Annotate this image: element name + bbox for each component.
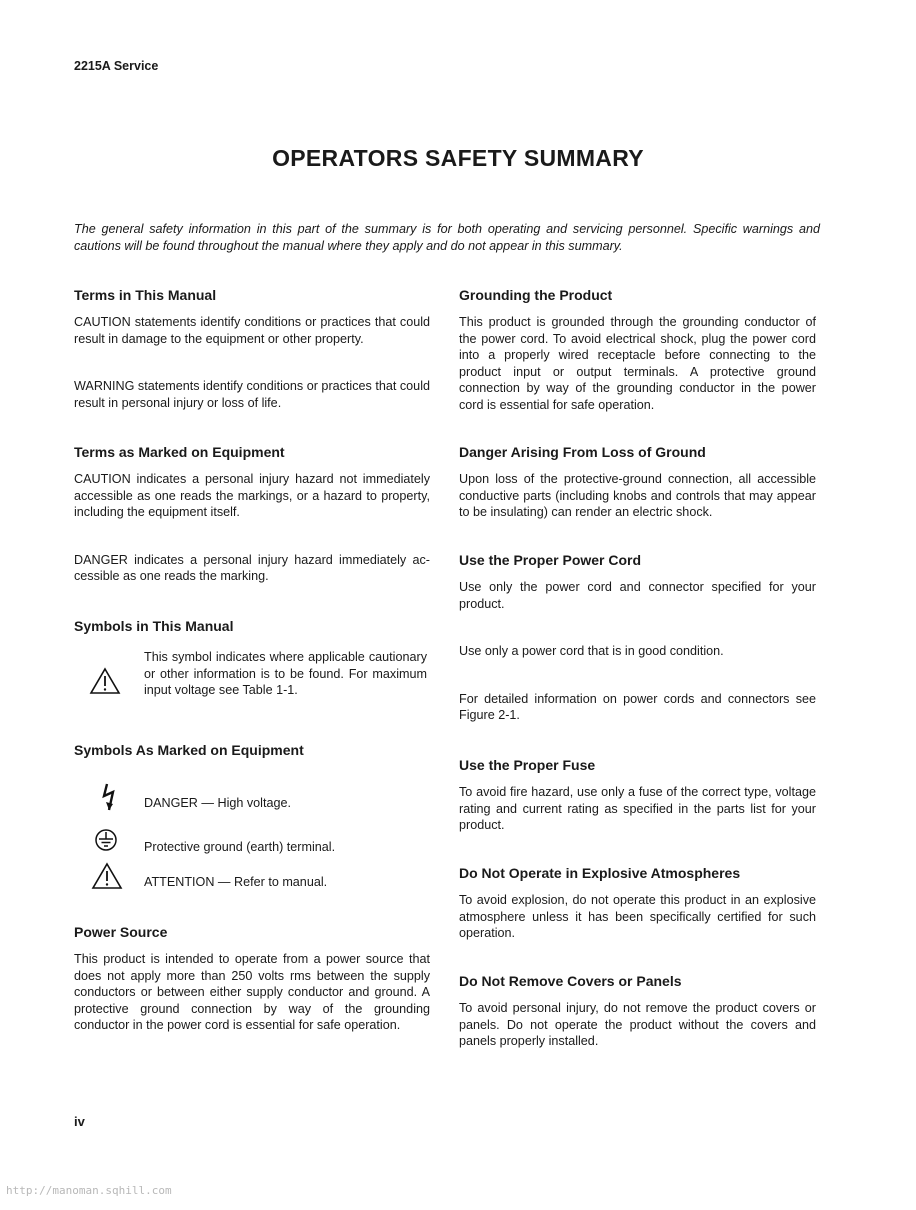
section-body: Upon loss of the protective-ground connection, all accessible conductive parts (including knobs and controls that may appear to be insulating) can render an electric shock. bbox=[459, 472, 816, 519]
section-fuse bbox=[459, 755, 816, 834]
attention-triangle-icon bbox=[91, 862, 123, 895]
page-number: iv bbox=[74, 1114, 85, 1129]
caution-triangle-icon bbox=[89, 667, 121, 700]
section-body: To avoid fire hazard, use only a fuse of the correct type, voltage rating and current rating as specified in the parts list for your product. bbox=[459, 785, 816, 832]
symbol-label: ATTENTION — Refer to manual. bbox=[144, 875, 328, 889]
section-heading: Grounding the Product bbox=[459, 287, 613, 303]
section-heading: Power Source bbox=[74, 924, 168, 940]
symbol-label: Protective ground (earth) terminal. bbox=[144, 840, 336, 854]
symbol-row-attention bbox=[74, 862, 430, 894]
protective-ground-icon bbox=[94, 828, 118, 857]
section-body: To avoid personal injury, do not remove the product covers or panels. Do not operate the product without the covers and panels properly installed. bbox=[459, 1001, 816, 1048]
warning-statement: WARNING statements identify conditions or practices that could result in personal injury or loss of life. bbox=[74, 379, 430, 410]
section-power-cord bbox=[459, 550, 816, 724]
watermark: http://manoman.sqhill.com bbox=[6, 1184, 172, 1197]
caution-statement: CAUTION statements identify conditions or practices that could result in damage to the equipment or other property. bbox=[74, 315, 430, 346]
section-body: For detailed information on power cords and connectors see Figure 2-1. bbox=[459, 691, 816, 722]
section-heading: Do Not Operate in Explosive Atmospheres bbox=[459, 865, 741, 881]
section-grounding bbox=[459, 285, 816, 413]
high-voltage-icon bbox=[100, 782, 120, 817]
section-body: Use only a power cord that is in good condition. bbox=[459, 644, 724, 658]
section-heading: Symbols As Marked on Equipment bbox=[74, 742, 304, 758]
section-body: This product is grounded through the grounding conductor of the power cord. To avoid electrical shock, plug the power cord into a properly wired receptacle before connecting to the product input or output terminals. A protective ground connection by way of the grounding conductor in the power cord is essential for safe operation. bbox=[459, 315, 816, 412]
section-covers bbox=[459, 971, 816, 1050]
symbol-row bbox=[74, 649, 430, 701]
symbol-label: DANGER — High voltage. bbox=[144, 796, 291, 810]
intro-paragraph: The general safety information in this part of the summary is for both operating and servicing personnel. Specific warnings and cautions will be found throughout the manual where they apply and do not appear in this summary. bbox=[74, 222, 820, 253]
section-loss-of-ground bbox=[459, 442, 816, 521]
symbol-description: This symbol indicates where applicable cautionary or other information is to be found. For maximum input voltage see Table 1-1. bbox=[144, 650, 427, 697]
section-heading: Use the Proper Fuse bbox=[459, 757, 596, 773]
running-head: 2215A Service bbox=[74, 59, 159, 73]
symbol-row-high-voltage bbox=[74, 778, 430, 818]
section-symbols-manual bbox=[74, 616, 430, 701]
section-heading: Do Not Remove Covers or Panels bbox=[459, 973, 682, 989]
danger-statement: DANGER indicates a personal injury hazard immediately accessible as one reads the marking. bbox=[74, 552, 430, 583]
caution-statement: CAUTION indicates a personal injury hazard not immediately accessible as one reads the markings, or a hazard to property, including the equipment itself. bbox=[74, 472, 430, 519]
section-power-source bbox=[74, 922, 430, 1034]
section-heading: Use the Proper Power Cord bbox=[459, 552, 642, 568]
section-body: Use only the power cord and connector specified for your product. bbox=[459, 580, 816, 611]
page-title: OPERATORS SAFETY SUMMARY bbox=[272, 145, 644, 171]
section-terms-manual bbox=[74, 285, 430, 411]
section-explosive bbox=[459, 863, 816, 942]
section-body: This product is intended to operate from a power source that does not apply more than 250 volts rms between the supply conductors or between either supply conductor and ground. A protective ground connection by way of the grounding conductor in the power cord is essential for safe operation. bbox=[74, 952, 430, 1032]
section-heading: Danger Arising From Loss of Ground bbox=[459, 444, 706, 460]
section-terms-equipment bbox=[74, 442, 430, 585]
section-symbols-equipment bbox=[74, 740, 430, 889]
section-heading: Symbols in This Manual bbox=[74, 618, 234, 634]
section-body: To avoid explosion, do not operate this product in an explosive atmosphere unless it has been specifically certified for such operation. bbox=[459, 893, 816, 940]
symbol-row-ground bbox=[74, 827, 430, 859]
section-heading: Terms as Marked on Equipment bbox=[74, 444, 285, 460]
section-heading: Terms in This Manual bbox=[74, 287, 217, 303]
